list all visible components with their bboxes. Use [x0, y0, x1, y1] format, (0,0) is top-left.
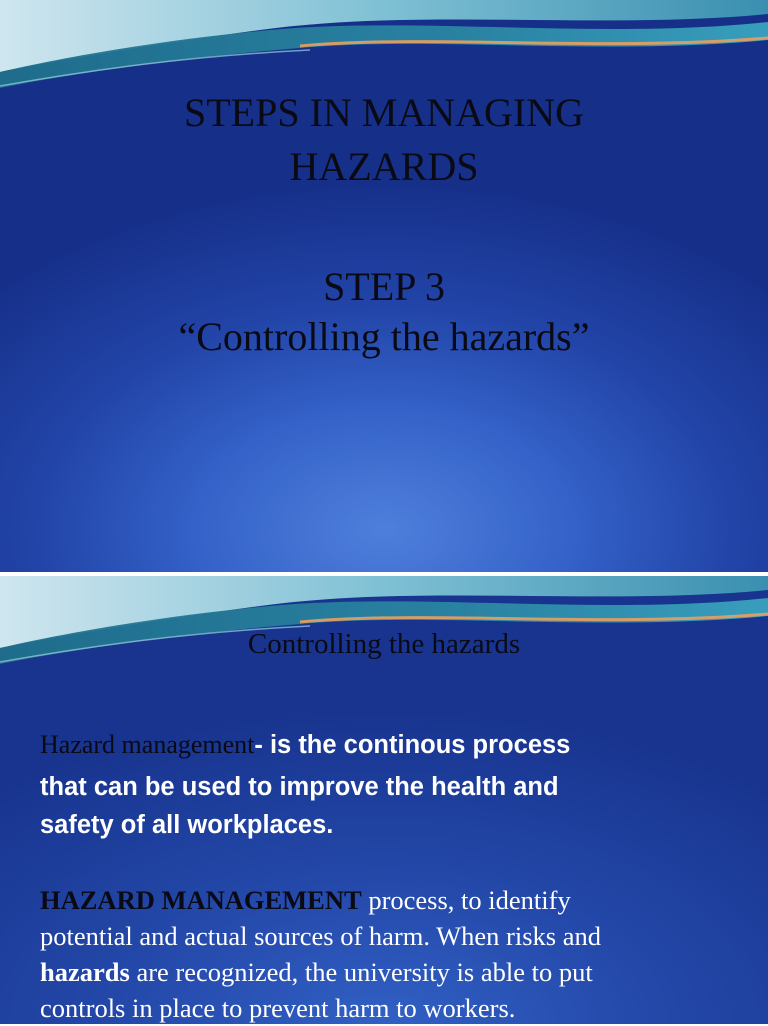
- slide-1-step: [0, 262, 768, 362]
- title-line-1: STEPS IN MANAGING: [183, 90, 585, 135]
- step-label: STEP 3: [323, 264, 445, 309]
- para1-line-3: safety of all workplaces.: [40, 811, 334, 839]
- para1-term: Hazard management: [40, 730, 255, 759]
- para2-line-1-rest: process, to identify: [361, 885, 571, 915]
- para2-term: HAZARD MANAGEMENT: [40, 885, 362, 915]
- title-line-2: HAZARDS: [289, 144, 479, 189]
- slide-2-heading: Controlling the hazards: [247, 628, 521, 660]
- para2-line-3: [40, 954, 756, 990]
- para2-hazards-term: hazards: [40, 957, 130, 987]
- header-swoosh-decoration: [0, 0, 768, 90]
- para1-line-1-rest: - is the continous process: [254, 731, 571, 759]
- hazard-management-definition: [40, 726, 756, 844]
- para2-line-4: controls in place to prevent harm to workers.: [40, 993, 516, 1023]
- para2-line-3-rest: are recognized, the university is able to put: [129, 957, 593, 987]
- step-subtitle: “Controlling the hazards”: [178, 314, 590, 359]
- para1-line-2: that can be used to improve the health and: [40, 773, 559, 801]
- para2-line-2: potential and actual sources of harm. When risks and: [40, 921, 601, 951]
- para1-line-1: [40, 726, 756, 768]
- slide-1-title: [0, 86, 768, 194]
- hazard-management-process: [40, 882, 756, 1026]
- para2-line-1: [40, 882, 756, 918]
